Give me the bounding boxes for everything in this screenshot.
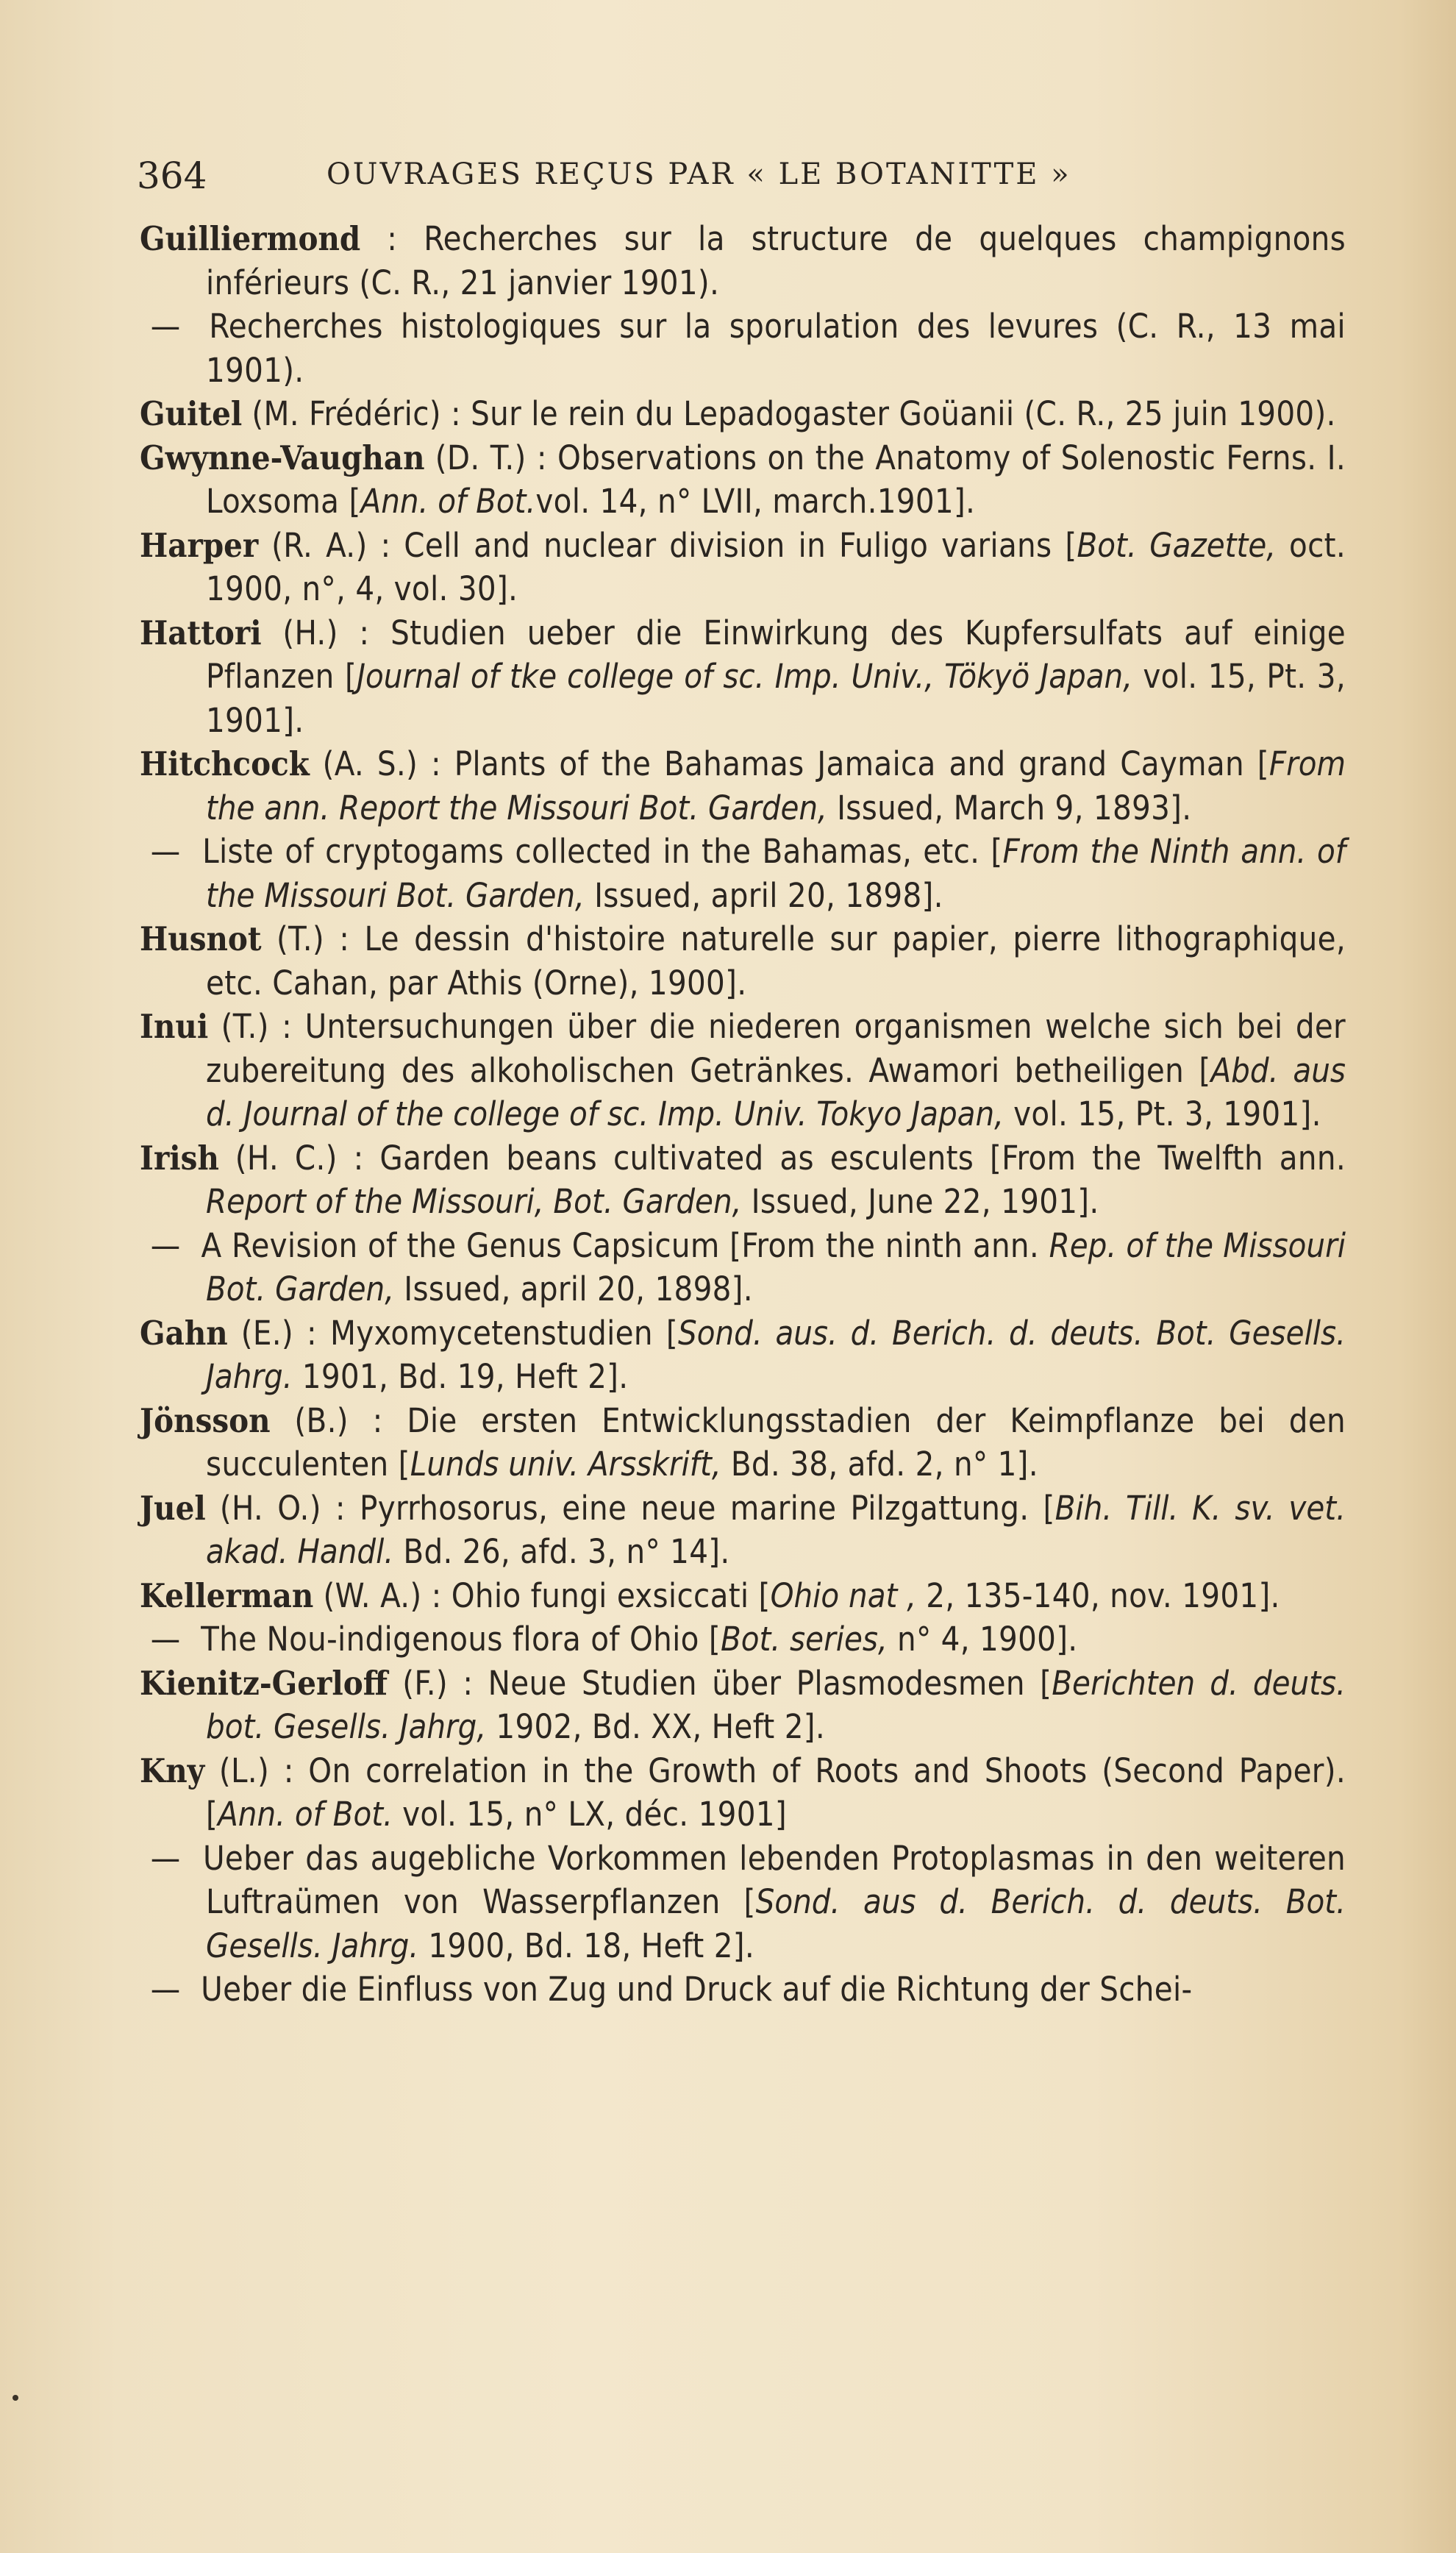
bibliography-entry bbox=[140, 217, 1346, 305]
entry-text: (E.) : Myxomycetenstudien [ bbox=[227, 1313, 678, 1353]
entry-author: Hitchcock bbox=[140, 744, 310, 783]
ditto-dash: — bbox=[150, 832, 181, 871]
entry-source-italic: Sond. aus. d. Berich. d. deuts. Bot. Gesells. Jahrg. bbox=[206, 1313, 1346, 1396]
entry-text-tail: Issued, april 20, 1898]. bbox=[394, 1270, 753, 1308]
entry-text: : Recherches sur la structure de quelques champignons inférieurs (C. R., 21 janvier 1901). bbox=[206, 219, 1346, 302]
bibliography-entry bbox=[140, 1837, 1346, 1968]
entry-source-italic: From the ann. Report the Missouri Bot. Garden, bbox=[206, 744, 1346, 827]
entry-source-italic: Ann. of Bot. bbox=[218, 1795, 393, 1834]
entry-text-tail: vol. 15, Pt. 3, 1901]. bbox=[206, 657, 1346, 740]
ditto-dash: — bbox=[150, 307, 181, 346]
entry-source-italic: From the Ninth ann. of the Missouri Bot. Garden, bbox=[206, 832, 1346, 915]
entry-text: The Nou-indigenous flora of Ohio [ bbox=[191, 1620, 721, 1659]
bibliography-entry bbox=[140, 830, 1346, 917]
ditto-dash: — bbox=[150, 1225, 181, 1265]
bibliography-entry bbox=[140, 436, 1346, 524]
page-header bbox=[137, 154, 1343, 199]
bibliography-entry bbox=[140, 1968, 1346, 2012]
bibliography-entry bbox=[140, 305, 1346, 392]
entry-text: (B.) : Die ersten Entwicklungsstadien der Keimpflanze bei den succulenten [ bbox=[206, 1400, 1346, 1484]
entry-source-italic: Sond. aus d. Berich. d. deuts. Bot. Gesells. Jahrg. bbox=[206, 1882, 1346, 1965]
entry-source-italic: Bih. Till. K. sv. vet. akad. Handl. bbox=[206, 1488, 1346, 1571]
entry-author: Harper bbox=[140, 525, 259, 565]
entry-text-tail: vol. 14, n° LVII, march.1901]. bbox=[535, 482, 976, 521]
bibliography-entry bbox=[140, 1224, 1346, 1311]
bibliography-list bbox=[140, 217, 1346, 2012]
entry-author: Hattori bbox=[140, 613, 262, 652]
entry-text-tail: Bd. 26, afd. 3, n° 14]. bbox=[393, 1532, 730, 1571]
entry-text-tail: 1902, Bd. XX, Heft 2]. bbox=[486, 1707, 826, 1746]
entry-text: (T.) : Le dessin d'histoire naturelle sur papier, pierre lithographique, etc. Cahan, par Athis (Orne), 1900]. bbox=[206, 919, 1346, 1003]
entry-text-tail: n° 4, 1900]. bbox=[887, 1620, 1078, 1659]
entry-text: (H.) : Studien ueber die Einwirkung des Kupfersulfats auf einige Pflanzen [ bbox=[206, 613, 1346, 696]
bibliography-entry bbox=[140, 1617, 1346, 1662]
entry-text: (H. O.) : Pyrrhosorus, eine neue marine Pilzgattung. [ bbox=[205, 1488, 1055, 1528]
entry-source-italic: Journal of tke college of sc. Imp. Univ., Tökyö Japan, bbox=[357, 657, 1133, 696]
bibliography-entry bbox=[140, 392, 1346, 436]
bibliography-entry bbox=[140, 1574, 1346, 1618]
entry-author: Husnot bbox=[140, 919, 262, 958]
ditto-dash: — bbox=[150, 1838, 181, 1878]
entry-text: Ueber die Einfluss von Zug und Druck auf die Richtung der Schei- bbox=[191, 1970, 1193, 2009]
bibliography-entry bbox=[140, 742, 1346, 830]
entry-author: Irish bbox=[140, 1138, 219, 1178]
entry-source-italic: Bot. Gazette, bbox=[1077, 525, 1277, 565]
entry-text-tail: Issued, June 22, 1901]. bbox=[741, 1182, 1099, 1221]
entry-text-tail: 1900, Bd. 18, Heft 2]. bbox=[418, 1926, 755, 1965]
bibliography-entry bbox=[140, 1749, 1346, 1837]
entry-author: Guilliermond bbox=[140, 219, 361, 258]
entry-author: Kny bbox=[140, 1751, 205, 1790]
bibliography-entry bbox=[140, 524, 1346, 611]
bibliography-entry bbox=[140, 1311, 1346, 1399]
entry-text-tail: oct. 1900, n°, 4, vol. 30]. bbox=[206, 525, 1346, 608]
entry-source-italic: Ann. of Bot. bbox=[360, 482, 536, 521]
entry-text: (A. S.) : Plants of the Bahamas Jamaica and grand Cayman [ bbox=[309, 744, 1269, 783]
entry-source-italic: Bot. series, bbox=[720, 1620, 888, 1659]
entry-source-italic: Ohio nat , bbox=[770, 1575, 917, 1615]
entry-text-tail: Issued, april 20, 1898]. bbox=[584, 875, 943, 915]
entry-text: (R. A.) : Cell and nuclear division in Fuligo varians [ bbox=[258, 525, 1077, 565]
entry-text-tail: Bd. 38, afd. 2, n° 1]. bbox=[721, 1445, 1038, 1484]
entry-text: (H. C.) : Garden beans cultivated as esculents [From the Twelfth ann. bbox=[218, 1138, 1346, 1178]
entry-author: Guitel bbox=[140, 394, 243, 433]
entry-text-tail: vol. 15, Pt. 3, 1901]. bbox=[1004, 1094, 1321, 1133]
bibliography-entry bbox=[140, 1486, 1346, 1574]
bibliography-entry bbox=[140, 611, 1346, 743]
entry-source-italic: Abd. aus d. Journal of the college of sc. Imp. Univ. Tokyo Japan, bbox=[206, 1050, 1346, 1133]
entry-source-italic: Rep. of the Missouri Bot. Garden, bbox=[206, 1225, 1346, 1308]
entry-text: Liste of cryptogams collected in the Bahamas, etc. [ bbox=[191, 832, 1003, 871]
entry-text: Recherches histologiques sur la sporulation des levures (C. R., 13 mai 1901). bbox=[191, 307, 1346, 390]
ditto-dash: — bbox=[150, 1970, 181, 2009]
entry-text: Ueber das augebliche Vorkommen lebenden Protoplasmas in den weiteren Luftraümen von Wasserpflanzen [ bbox=[191, 1838, 1346, 1921]
running-head: OUVRAGES REÇUS PAR « LE BOTANITTE » bbox=[326, 157, 1071, 191]
entry-text: (W. A.) : Ohio fungi exsiccati [ bbox=[313, 1575, 771, 1615]
entry-author: Juel bbox=[140, 1488, 206, 1528]
ditto-dash: — bbox=[150, 1620, 181, 1659]
entry-text-tail: 2, 135-140, nov. 1901]. bbox=[916, 1575, 1280, 1615]
entry-author: Gahn bbox=[140, 1313, 228, 1353]
entry-text: (D. T.) : Observations on the Anatomy of Solenostic Ferns. I. Loxsoma [ bbox=[206, 438, 1346, 521]
entry-text: A Revision of the Genus Capsicum [From the ninth ann. bbox=[191, 1225, 1049, 1265]
ink-speck bbox=[13, 2395, 18, 2401]
entry-source-italic: Lunds univ. Arsskrift, bbox=[410, 1445, 721, 1484]
entry-source-italic: Berichten d. deuts. bot. Gesells. Jahrg, bbox=[206, 1663, 1346, 1746]
entry-source-italic: Report of the Missouri, Bot. Garden, bbox=[206, 1182, 742, 1221]
entry-text: (M. Frédéric) : Sur le rein du Lepadogaster Goüanii (C. R., 25 juin 1900). bbox=[242, 394, 1336, 433]
page-number: 364 bbox=[137, 154, 207, 197]
entry-author: Gwynne-Vaughan bbox=[140, 438, 425, 477]
bibliography-entry bbox=[140, 1399, 1346, 1486]
entry-text-tail: Issued, March 9, 1893]. bbox=[827, 788, 1192, 827]
entry-text-tail: vol. 15, n° LX, déc. 1901] bbox=[392, 1795, 787, 1834]
bibliography-entry bbox=[140, 917, 1346, 1005]
entry-author: Jönsson bbox=[140, 1400, 271, 1440]
entry-author: Kellerman bbox=[140, 1575, 314, 1615]
bibliography-entry bbox=[140, 1662, 1346, 1749]
bibliography-entry bbox=[140, 1005, 1346, 1136]
entry-author: Inui bbox=[140, 1007, 209, 1046]
entry-text: (L.) : On correlation in the Growth of Roots and Shoots (Second Paper). [ bbox=[204, 1751, 1346, 1834]
entry-text-tail: 1901, Bd. 19, Heft 2]. bbox=[292, 1357, 629, 1396]
bibliography-entry bbox=[140, 1136, 1346, 1224]
entry-author: Kienitz-Gerloff bbox=[140, 1663, 388, 1703]
entry-text: (T.) : Untersuchungen über die niederen organismen welche sich bei der zubereitung des alkoholischen Getränkes. Awamori betheiligen [ bbox=[206, 1007, 1346, 1090]
entry-text: (F.) : Neue Studien über Plasmodesmen [ bbox=[387, 1663, 1052, 1703]
